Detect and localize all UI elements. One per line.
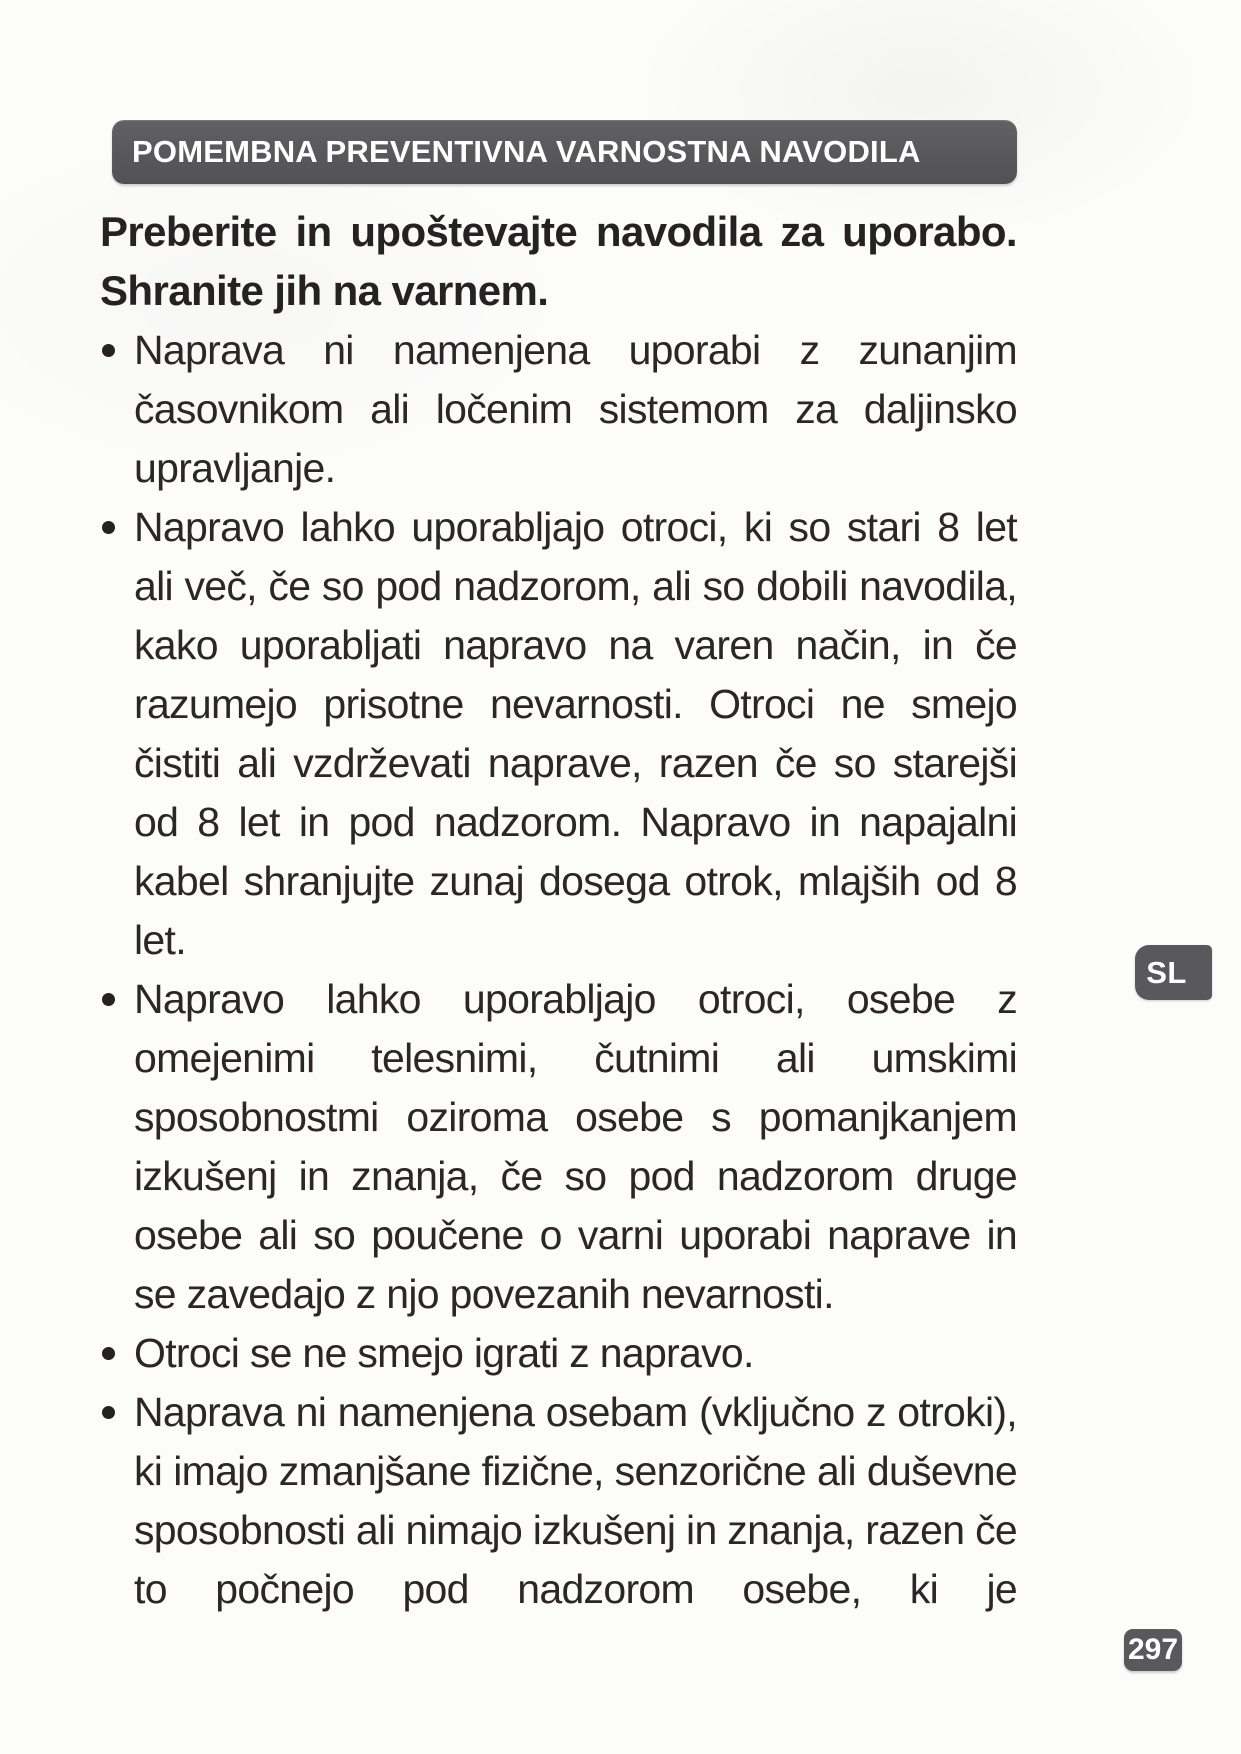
language-tab xyxy=(1135,945,1212,1000)
list-item-text: Napravo lahko uporabljajo otroci, osebe z omejenimi telesnimi, čutnimi ali umskimi sposobnostmi oziroma osebe s pomanjkanjem izkušenj in znanja, če so pod nadzorom druge osebe ali so poučene o varni uporabi naprave in se zavedajo z njo povezanih nevarnosti. xyxy=(134,976,1017,1317)
page-number-badge xyxy=(1124,1629,1182,1671)
list-item xyxy=(100,1383,1017,1619)
list-item-text: Naprava ni namenjena uporabi z zunanjim časovnikom ali ločenim sistemom za daljinsko upravljanje. xyxy=(134,327,1017,491)
bullet-icon xyxy=(102,1347,115,1360)
list-item-text: Napravo lahko uporabljajo otroci, ki so stari 8 let ali več, če so pod nadzorom, ali so dobili navodila, kako uporabljati napravo na varen način, in če razumejo prisotne nevarnosti. Otroci ne smejo čistiti ali vzdrževati naprave, razen če so starejši od 8 let in pod nadzorom. Napravo in napajalni kabel shranjujte zunaj dosega otrok, mlajših od 8 let. xyxy=(134,504,1017,963)
section-title: POMEMBNA PREVENTIVNA VARNOSTNA NAVODILA xyxy=(132,134,921,169)
list-item-text: Otroci se ne smejo igrati z napravo. xyxy=(134,1330,754,1376)
body-text-column xyxy=(100,202,1017,1619)
bullet-icon xyxy=(102,521,115,534)
bullet-icon xyxy=(102,993,115,1006)
list-item xyxy=(100,498,1017,970)
intro-paragraph: Preberite in upoštevajte navodila za uporabo. Shranite jih na varnem. xyxy=(100,208,1017,314)
bullet-icon xyxy=(102,344,115,357)
page-number: 297 xyxy=(1127,1633,1179,1666)
list-item xyxy=(100,970,1017,1324)
language-tab-label: SL xyxy=(1146,954,1187,990)
safety-instructions-list xyxy=(100,321,1017,1619)
bullet-icon xyxy=(102,1406,115,1419)
section-header-badge xyxy=(112,120,1017,184)
list-item xyxy=(100,321,1017,498)
list-item xyxy=(100,1324,1017,1383)
list-item-text: Naprava ni namenjena osebam (vključno z otroki), ki imajo zmanjšane fizične, senzorične ali duševne sposobnosti ali nimajo izkušenj in znanja, razen če to počnejo pod nadzorom osebe, ki je xyxy=(134,1389,1017,1612)
